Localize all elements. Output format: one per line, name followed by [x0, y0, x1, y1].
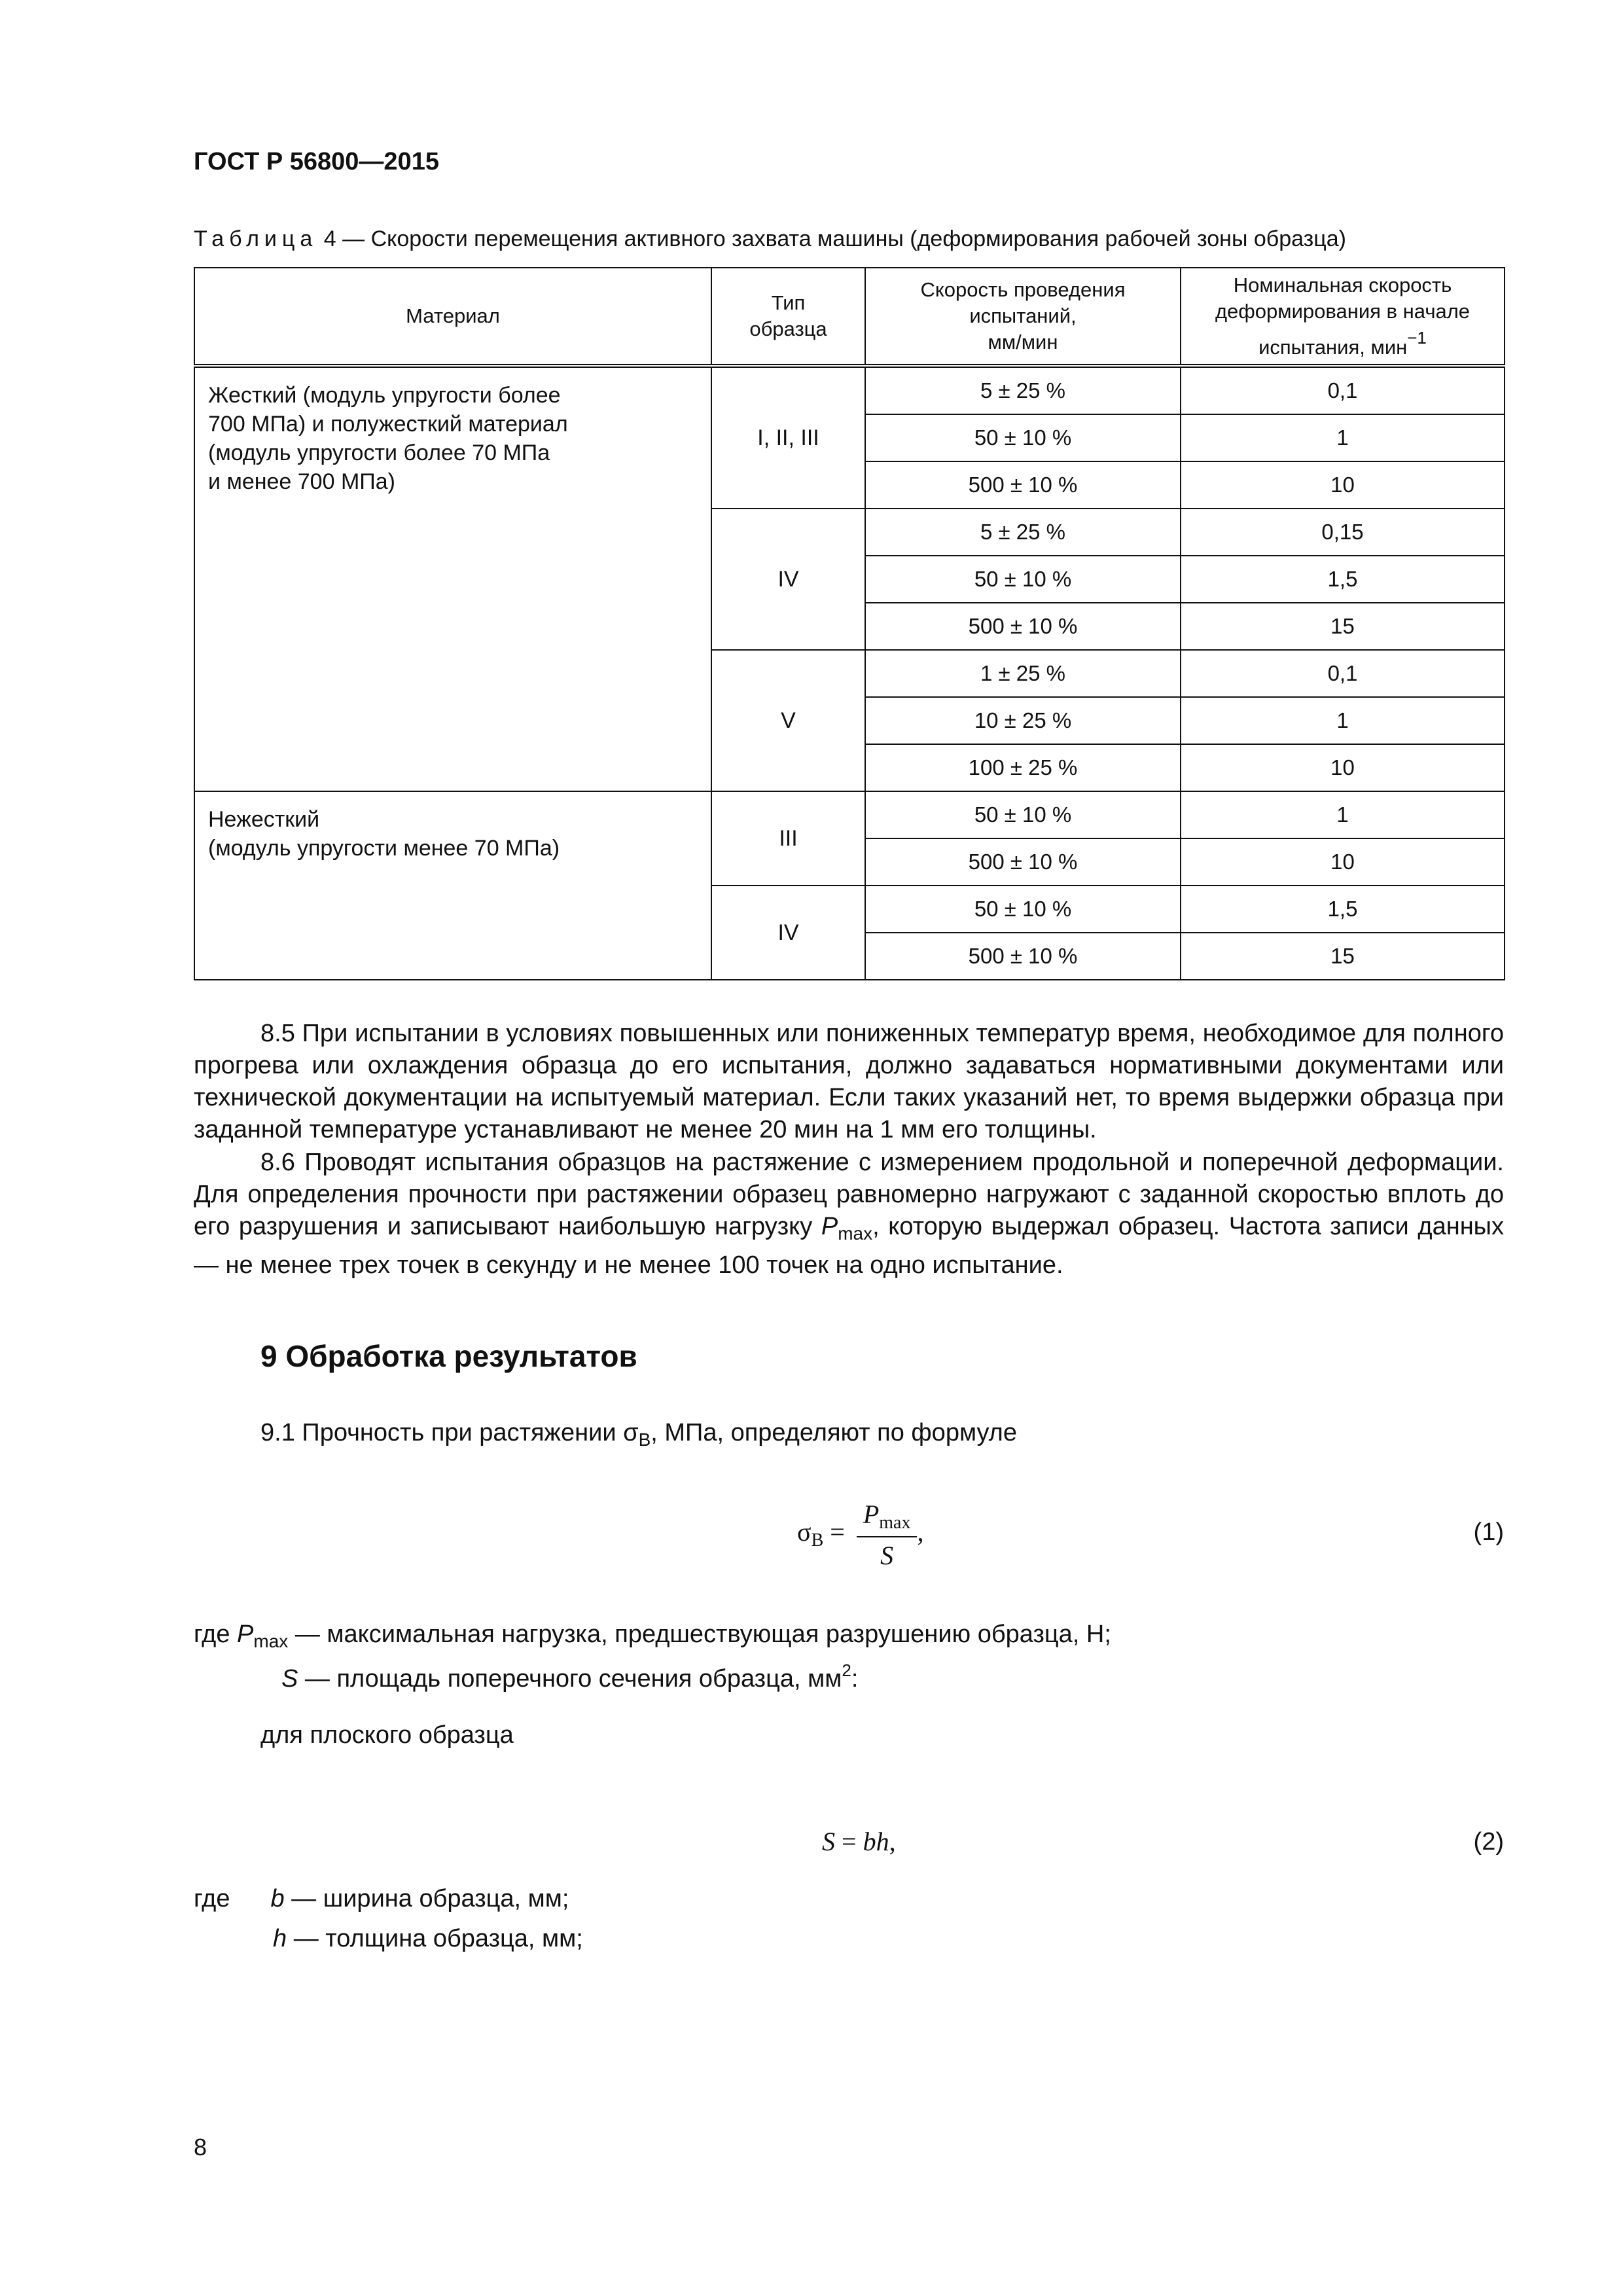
strain-rate-cell: 10 [1181, 461, 1505, 509]
paragraph-8-6 [194, 1147, 1504, 1282]
header-sample-type: Тип образца [711, 268, 865, 366]
where-s: S — площадь поперечного сечения образца, $мм^2$: [281, 1660, 859, 1693]
equation-number-1: (1) [1473, 1518, 1504, 1546]
test-speed-cell: 5 ± 25 % [865, 366, 1181, 414]
test-speed-cell: 500 ± 10 % [865, 603, 1181, 650]
table-row [194, 791, 1505, 838]
strain-rate-cell: 1,5 [1181, 886, 1505, 933]
document-header: ГОСТ Р 56800—2015 [194, 148, 439, 175]
material-line: Жесткий (модуль упругости более [208, 383, 561, 408]
test-speed-cell: 100 ± 25 % [865, 744, 1181, 791]
strain-rate-cell: 1 [1181, 791, 1505, 838]
material-line: (модуль упругости более 70 МПа [208, 440, 550, 465]
strain-rate-cell: 15 [1181, 933, 1505, 980]
header-material: Материал [194, 268, 711, 366]
test-speed-cell: 50 ± 10 % [865, 886, 1181, 933]
equation-number-2: (2) [1473, 1828, 1504, 1856]
strain-rate-cell: 1 [1181, 414, 1505, 461]
formula-2: S = bh, [822, 1827, 896, 1856]
strain-rate-cell: 0,15 [1181, 509, 1505, 556]
flat-sample-text: для плоского образца [260, 1721, 514, 1749]
section-heading-9: 9 Обработка результатов [260, 1339, 637, 1373]
table-caption-text: — Скорости перемещения активного захвата машины (деформирования рабочей зоны образца) [336, 226, 1346, 251]
material-line: Нежесткий [208, 807, 320, 832]
table-row [194, 366, 1505, 414]
test-speed-cell: 1 ± 25 % [865, 650, 1181, 697]
test-speed-cell: 10 ± 25 % [865, 697, 1181, 744]
strain-rate-cell: 0,1 [1181, 366, 1505, 414]
sample-type-cell: IV [711, 509, 865, 650]
sample-type-cell: IV [711, 886, 865, 980]
table-caption-label: Таблица [194, 226, 318, 251]
paragraph-8-6-text: 8.6 Проводят испытания образцов на растяжение с измерением продольной и поперечной деформации. Для определения прочности при растяжении образец равномерно нагружают с заданной скоростью вплоть до его разрушения и записывают наибольшую нагрузку $P_{max}$, которую выдержал образец. Частота записи данных — не менее трех точек в секунду и не менее 100 точек на одно испытание. [194, 1149, 1504, 1279]
material-line: (модуль упругости менее 70 МПа) [208, 836, 560, 861]
paragraph-9-1: 9.1 Прочность при растяжении $\sigma_В$, МПа, определяют по формуле [260, 1419, 1017, 1450]
sample-type-cell: III [711, 791, 865, 886]
formula-1-fraction: $\frac{P_{max}}{S}$ [857, 1499, 918, 1571]
paragraph-8-5-text: 8.5 При испытании в условиях повышенных или пониженных температур время, необходимое для полного прогрева или охлаждения образца до его испытания, должно задаваться нормативными документами или технической документации на испытуемый материал. Если таких указаний нет, то время выдержки образца при заданной температуре устанавливают не менее 20 мин на 1 мм его толщины. [194, 1020, 1504, 1143]
strain-rate-cell: 10 [1181, 838, 1505, 886]
table-body [194, 366, 1505, 980]
test-speed-cell: 50 ± 10 % [865, 556, 1181, 603]
paragraph-8-5 [194, 1018, 1504, 1146]
test-speed-cell: 50 ± 10 % [865, 414, 1181, 461]
where-pmax: где $P_{max}$ — максимальная нагрузка, предшествующая разрушению образца, Н; [194, 1621, 1111, 1651]
strain-rate-cell: 0,1 [1181, 650, 1505, 697]
strain-rate-cell: 1,5 [1181, 556, 1505, 603]
sample-type-cell: I, II, III [711, 366, 865, 509]
material-cell [194, 366, 711, 791]
test-speed-cell: 500 ± 10 % [865, 933, 1181, 980]
strain-rate-cell: 10 [1181, 744, 1505, 791]
material-line: и менее 700 МПа) [208, 469, 395, 494]
test-speed-cell: 50 ± 10 % [865, 791, 1181, 838]
material-line: 700 МПа) и полужесткий материал [208, 412, 568, 437]
formula-1: $\sigma_В$ = $\frac{P_{max}}{S}$ , [797, 1499, 924, 1570]
page-number: 8 [194, 2134, 207, 2161]
material-cell [194, 791, 711, 980]
header-strain-rate: Номинальная скорость деформирования в начале испытания, мин$^{-1}$ [1181, 268, 1505, 366]
table-caption [194, 226, 1346, 252]
table-header-row [194, 268, 1505, 366]
test-speed-cell: 500 ± 10 % [865, 838, 1181, 886]
header-test-speed: Скорость проведения испытаний, мм/мин [865, 268, 1181, 366]
where-h: h — толщина образца, мм; [273, 1925, 583, 1952]
speed-table [194, 267, 1505, 980]
table-caption-number: 4 [323, 226, 336, 251]
sample-type-cell: V [711, 650, 865, 791]
where-b: где b — ширина образца, мм; [194, 1885, 569, 1912]
strain-rate-cell: 15 [1181, 603, 1505, 650]
test-speed-cell: 5 ± 25 % [865, 509, 1181, 556]
strain-rate-cell: 1 [1181, 697, 1505, 744]
test-speed-cell: 500 ± 10 % [865, 461, 1181, 509]
